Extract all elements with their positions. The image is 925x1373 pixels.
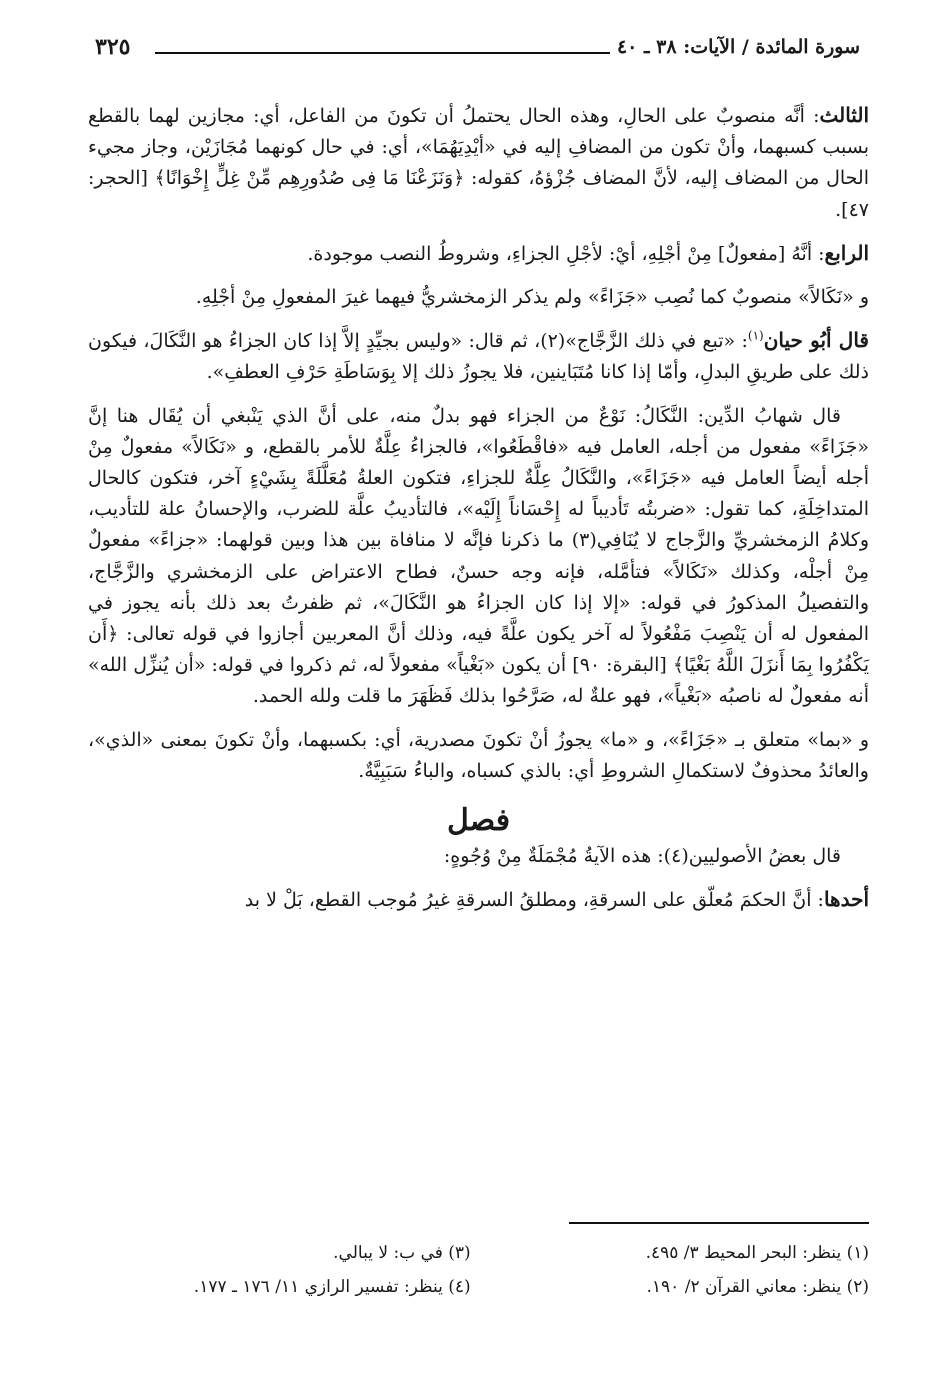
footnote-rule: [569, 1222, 869, 1224]
footnote-column-right: [486, 1238, 869, 1306]
paragraph-abu-hayyan: [88, 325, 869, 388]
paragraph-text: : أنَّهُ [مفعولٌ] مِنْ أجْلِهِ، أيْ: لأجْلِ الجزاءِ، وشروطُ النصب موجودة.: [307, 242, 825, 265]
paragraph-text: : أنَّ الحكمَ مُعلّق على السرقةِ، ومطلقُ السرقةِ غيرُ مُوجب القطع، بَلْ لا بد: [244, 889, 824, 912]
section-title: فصل: [446, 803, 511, 839]
paragraph-nakal: [88, 282, 869, 313]
paragraph-fourth: [88, 238, 869, 270]
paragraph-text: و «بما» متعلق بـ «جَزَاءً»، و «ما» يجوزُ أنْ تكونَ مصدرية، أي: بكسبهما، وأنْ تكونَ بمعنى «الذي»، والعائدُ محذوفٌ لاستكمالِ الشروطِ أي: بالذي كسباه، والباءُ سَبَبِيَّةٌ.: [88, 728, 869, 782]
paragraph-lead: قال أبُو حيان: [763, 328, 869, 353]
page-header: [95, 30, 860, 70]
paragraph-lead: أحدها: [823, 887, 869, 912]
main-text: [88, 100, 869, 928]
footnote-column-left: [88, 1238, 471, 1306]
footnote: (١) ينظر: البحر المحيط ٣/ ٤٩٥.: [645, 1243, 869, 1263]
section-first-point: [88, 884, 869, 916]
paragraph-lead: الرابع: [824, 240, 869, 265]
footnote: (٤) ينظر: تفسير الرازي ١١/ ١٧٦ ـ ١٧٧.: [193, 1277, 471, 1297]
paragraph-text: قال شهابُ الدِّين: النَّكَالُ: نَوْعٌ من الجزاء فهو بدلٌ منه، على أنَّ الذي يَنْبغي أن يُقَال هنا إنَّ «جَزَاءً» مفعول من أجله، العامل فيه «فاقْطَعُوا»، فالجزاءُ عِلَّةٌ للأمر بالقطع، و «نَكَالاً» مفعولٌ مِنْ أجله أيضاً العامل فيه «جَزَاءً»، والنَّكَالُ عِلَّةٌ للجزاءِ، فتكون العلةُ مُعَلَّلَةً بِشَيْءٍ آخر، فتكون كالحال المتداخِلَةِ، كما تقول: «ضربتُه تَأديباً له إِحْسَاناً إِلَيْه»، فالتأديبُ علَّة للضرب، والإحسانُ علة للتأديب، وكلامُ الزمخشريِّ والزَّجاج لا يُنَافِي(٣) ما ذكرنا فإنَّه لا منافاة بين هذا وبين قولهما: «جزاءً» مفعولٌ مِنْ أجلْه، وكذلك «نَكَالاً» فتأمَّله، فإنه وجه حسنٌ، فطاح الاعتراض على الزمخشري والزَّجَّاج، والتفصيلُ المذكورُ في قوله: «إلا إذا كان الجزاءُ هو النَّكَالَ»، ثم ظفرتُ بعد ذلك بأنه يجوز في المفعول له أن يَنْصِبَ مَفْعُولاً له آخر يكون علَّةً فيه، وذلك أنَّ المعربين أجازوا في قوله تعالى: ﴿أَن يَكْفُرُوا بِمَا أَنزَلَ اللَّهُ بَغْيًا﴾ [البقرة: ٩٠] أن يكون «بَغْياً» مفعولاً له، ثم ذكروا في قوله: «أن يُنزِّل الله» أنه مفعولٌ له ناصبُه «بَغْياً»، فهو علةٌ له، صَرَّحُوا بذلك فَظَهَرَ ما قلت ولله الحمد.: [88, 404, 870, 708]
header-rule: [155, 52, 610, 54]
footnote-ref: (١): [747, 328, 764, 343]
paragraph-shihab: [88, 401, 869, 713]
paragraph-text: : «تبع في ذلك الزَّجَّاج»(٢)، ثم قال: «وليس بجيِّدٍ إلاَّ إذا كان الجزاءُ هو النَّكَالَ، فيكون ذلك على طريقِ البدلِ، وأمّا إذا كانا مُتَبَاينين، فلا يجوزُ ذلك إلا بِوَسَاطَةِ حَرْفِ العطفِ».: [88, 330, 869, 384]
footnote: (٢) ينظر: معاني القرآن ٢/ ١٩٠.: [646, 1277, 869, 1297]
paragraph-third: [88, 100, 869, 226]
paragraph-bima: [88, 725, 869, 787]
paragraph-lead: الثالث: [819, 103, 869, 127]
running-title: سورة المائدة / الآيات: ٣٨ ـ ٤٠: [616, 36, 860, 58]
footnote: (٣) في ب: لا يبالي.: [333, 1243, 471, 1263]
paragraph-text: و «نَكَالاً» منصوبٌ كما نُصِب «جَزَاءً» ولم يذكر الزمخشريُّ فيهما غيرَ المفعولِ مِنْ أجْلِهِ.: [195, 286, 869, 309]
page-number: ٣٢٥: [95, 34, 131, 60]
paragraph-text: : أنَّه منصوبٌ على الحالِ، وهذه الحال يحتملُ أن تكونَ من الفاعل، أي: مجازين لهما بالقطع بسبب كسبهما، وأنْ تكون من المضافِ إليه في «أيْدِيَهُمَا»، أي: في حال كونهما مُجَازَيْن، وجاز مجيء الحال من المضاف إليه، لأنَّ المضاف جُزْؤهُ، كقوله: ﴿وَنَزَعْنَا مَا فِى صُدُورِهِم مِّنْ غِلٍّ إِخْوَانًا﴾ [الحجر: ٤٧].: [88, 105, 869, 221]
section-intro: قال بعضُ الأصوليين(٤): هذه الآيةُ مُجْمَلَةٌ مِنْ وُجُوهٍ:: [443, 845, 841, 868]
